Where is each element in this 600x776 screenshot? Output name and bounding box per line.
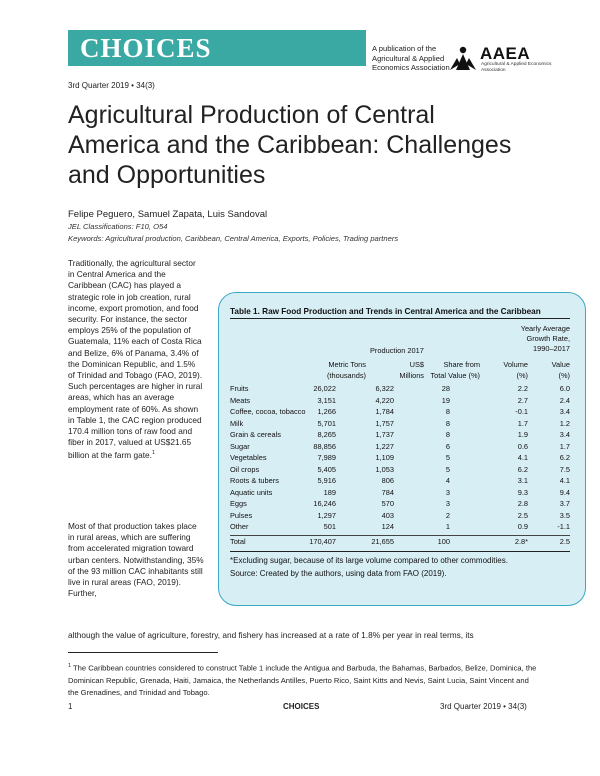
growth-header [500, 324, 570, 354]
footer-issue: 3rd Quarter 2019 • 34(3) [440, 702, 527, 711]
issue-label: 3rd Quarter 2019 • 34(3) [68, 81, 155, 90]
footnote-rule [68, 652, 218, 653]
header-line: US$ [409, 360, 424, 369]
jel-classifications: JEL Classifications: F10, O54 [68, 222, 168, 231]
cell-share: 3 [445, 487, 450, 497]
cell-tons: 501 [323, 522, 336, 531]
cell-share: 8 [445, 430, 450, 439]
table-row [230, 396, 570, 407]
footnote-text: The Caribbean countries considered to construct Table 1 include the Antigua and Barbuda, the Bahamas, Barbados, Belize, Dominica, the Dominican Republic, Grenada, Haiti, Jamaica, the Netherlands Antilles, Puerto Rico, Saint Kitts and Nevis, Saint Lucia, Saint Vincent and the Grenadines, and Trinidad and Tobago. [68, 663, 537, 697]
cell-tons: 170,407 [309, 537, 336, 546]
cell-value: 3.4 [559, 430, 570, 439]
cell-volume: 3.1 [517, 476, 528, 485]
table-caption: Table 1. Raw Food Production and Trends in Central America and the Caribbean [230, 307, 541, 316]
col-header-value [540, 359, 570, 381]
header-line: Volume [503, 360, 528, 369]
cell-usd: 124 [381, 522, 394, 531]
cell-share: 2 [445, 510, 450, 520]
cell-tons: 189 [323, 487, 336, 497]
cell-value: 9.4 [559, 487, 570, 497]
aaea-logo-icon [448, 44, 478, 72]
table-row [230, 522, 570, 533]
cell-value: 7.5 [559, 464, 570, 474]
choices-logo: CHOICES [80, 33, 212, 63]
cell-product: Total [230, 537, 246, 546]
table-rule [230, 318, 570, 319]
table-row [230, 430, 570, 441]
cell-usd: 4,220 [375, 395, 394, 405]
cell-share: 8 [445, 407, 450, 416]
cell-usd: 1,109 [375, 453, 394, 462]
cell-tons: 8,265 [317, 430, 336, 439]
total-rule [230, 535, 570, 536]
cell-value: 2.5 [559, 537, 570, 546]
cell-tons: 5,701 [317, 418, 336, 428]
cell-product: Grain & cereals [230, 430, 281, 439]
cell-value: 1.7 [559, 441, 570, 451]
paragraph-text: Traditionally, the agricultural sector in Central America and the Caribbean (CAC) has played a strategic role in job creation, rural income, export promotion, and food security. For instance, the sector employs 25% of the population of Guatemala, 11% each of Costa Rica and Belize, 6% of Panama, 3.4% of the Dominican Republic, and 1.5% of Trinidad and Tobago (FAO, 2019). Such percentages are higher in rural areas, which has an average employment rate of 60%. As shown in Table 1, the CAC region produced 170.4 million tons of raw food and fiber in 2017, valued at US$21.65 billion at the farm gate. [68, 258, 203, 461]
cell-volume: 2.8* [514, 537, 528, 546]
cell-tons: 1,297 [317, 510, 336, 520]
header-line: Value [551, 360, 570, 369]
cell-product: Other [230, 522, 249, 531]
table-row [230, 488, 570, 499]
cell-value: 3.5 [559, 510, 570, 520]
cell-product: Meats [230, 395, 251, 405]
cell-volume: 0.6 [517, 441, 528, 451]
table-source: Source: Created by the authors, using data from FAO (2019). [230, 569, 447, 578]
cell-usd: 1,757 [375, 418, 394, 428]
cell-volume: 2.7 [517, 395, 528, 405]
header-line: Total Value (%) [430, 371, 480, 380]
cell-usd: 21,655 [371, 537, 394, 546]
cell-tons: 5,916 [317, 476, 336, 485]
header-line: Millions [399, 371, 424, 380]
cell-share: 100 [437, 537, 450, 546]
cell-usd: 6,322 [375, 384, 394, 393]
title-line: and Opportunities [68, 161, 266, 189]
cell-share: 19 [441, 395, 450, 405]
cell-usd: 1,227 [375, 441, 394, 451]
header-line: (%) [516, 371, 528, 380]
footnote-ref[interactable]: 1 [151, 450, 155, 457]
cell-volume: 1.9 [517, 430, 528, 439]
table-row [230, 476, 570, 487]
cell-value: 2.4 [559, 395, 570, 405]
cell-share: 3 [445, 499, 450, 508]
cell-product: Pulses [230, 510, 253, 520]
cell-volume: 0.9 [517, 522, 528, 531]
body-paragraph: Most of that production takes place in rural areas, which are suffering from accelerated migration toward urban centers. Notwithstanding, 35% of the 93 million CAC inhabitants still live in rural areas (FAO, 2019). Further, [68, 521, 204, 599]
footnote-mark: 1 [68, 663, 72, 669]
aaea-name: AAEA [480, 44, 531, 63]
body-paragraph [68, 258, 204, 461]
cell-product: Oil crops [230, 464, 260, 474]
cell-value: 3.4 [559, 407, 570, 416]
cell-tons: 3,151 [317, 395, 336, 405]
header-line: Metric Tons [328, 360, 366, 369]
body-paragraph: although the value of agriculture, forestry, and fishery has increased at a rate of 1.8% per year in real terms, its [68, 630, 474, 640]
table-row [230, 453, 570, 464]
table-row [230, 511, 570, 522]
cell-product: Fruits [230, 384, 249, 393]
cell-volume: 2.5 [517, 510, 528, 520]
cell-value: 6.0 [559, 384, 570, 393]
cell-product: Milk [230, 418, 244, 428]
cell-share: 6 [445, 441, 450, 451]
cell-usd: 1,784 [375, 407, 394, 416]
cell-product: Coffee, cocoa, tobacco [230, 407, 306, 416]
footnote [68, 660, 538, 699]
cell-volume: 1.7 [517, 418, 528, 428]
cell-usd: 403 [381, 510, 394, 520]
table-row [230, 419, 570, 430]
col-header-metric-tons [300, 359, 366, 381]
publication-note [372, 44, 452, 73]
table-rule [230, 551, 570, 552]
cell-tons: 1,266 [317, 407, 336, 416]
cell-volume: 6.2 [517, 464, 528, 474]
cell-value: 4.1 [559, 476, 570, 485]
cell-product: Vegetables [230, 453, 267, 462]
table-row-total [230, 537, 570, 548]
cell-volume: -0.1 [515, 407, 528, 416]
cell-product: Roots & tubers [230, 476, 279, 485]
production-header: Production 2017 [370, 346, 424, 355]
cell-value: 3.7 [559, 499, 570, 508]
page-number: 1 [68, 702, 73, 711]
cell-share: 5 [445, 464, 450, 474]
cell-share: 28 [441, 384, 450, 393]
table-row [230, 442, 570, 453]
cell-usd: 784 [381, 487, 394, 497]
cell-usd: 806 [381, 476, 394, 485]
authors: Felipe Peguero, Samuel Zapata, Luis Sandoval [68, 209, 268, 220]
publication-line: Economics Association [372, 63, 450, 72]
table-row [230, 407, 570, 418]
cell-product: Sugar [230, 441, 250, 451]
keywords: Keywords: Agricultural production, Caribbean, Central America, Exports, Policies, Trading partners [68, 234, 399, 243]
cell-share: 1 [445, 522, 450, 531]
cell-tons: 16,246 [313, 499, 336, 508]
table-row [230, 499, 570, 510]
cell-volume: 9.3 [517, 487, 528, 497]
cell-product: Eggs [230, 499, 247, 508]
publication-line: A publication of the [372, 44, 437, 53]
title-line: Agricultural Production of Central [68, 101, 435, 129]
aaea-subtitle: Agricultural & Applied Economics Association [481, 62, 552, 73]
cell-usd: 1,053 [375, 464, 394, 474]
title-line: America and the Caribbean: Challenges [68, 131, 512, 159]
cell-tons: 7,989 [317, 453, 336, 462]
header-line: (%) [558, 371, 570, 380]
table-note: *Excluding sugar, because of its large volume compared to other commodities. [230, 556, 508, 565]
cell-value: -1.1 [557, 522, 570, 531]
header-line: Growth Rate, [526, 334, 570, 343]
cell-usd: 1,737 [375, 430, 394, 439]
col-header-share [420, 359, 480, 381]
cell-volume: 2.8 [517, 499, 528, 508]
cell-volume: 2.2 [517, 384, 528, 393]
cell-share: 8 [445, 418, 450, 428]
publication-line: Agricultural & Applied [372, 53, 445, 63]
header-line: (thousands) [326, 371, 366, 380]
table-row [230, 465, 570, 476]
col-header-volume [500, 359, 528, 381]
table-row [230, 384, 570, 395]
footer-brand: CHOICES [283, 702, 320, 711]
cell-share: 4 [445, 476, 450, 485]
cell-tons: 5,405 [317, 464, 336, 474]
cell-value: 6.2 [559, 453, 570, 462]
header-line: Share from [443, 360, 480, 369]
col-header-usd [372, 359, 424, 381]
header-line: 1990–2017 [533, 344, 570, 353]
cell-product: Aquatic units [230, 487, 273, 497]
cell-value: 1.2 [559, 418, 570, 428]
cell-tons: 26,022 [313, 384, 336, 393]
cell-usd: 570 [381, 499, 394, 508]
cell-tons: 88,856 [313, 441, 336, 451]
cell-share: 5 [445, 453, 450, 462]
article-title [68, 100, 538, 190]
cell-volume: 4.1 [517, 453, 528, 462]
header-line: Yearly Average [520, 324, 570, 333]
